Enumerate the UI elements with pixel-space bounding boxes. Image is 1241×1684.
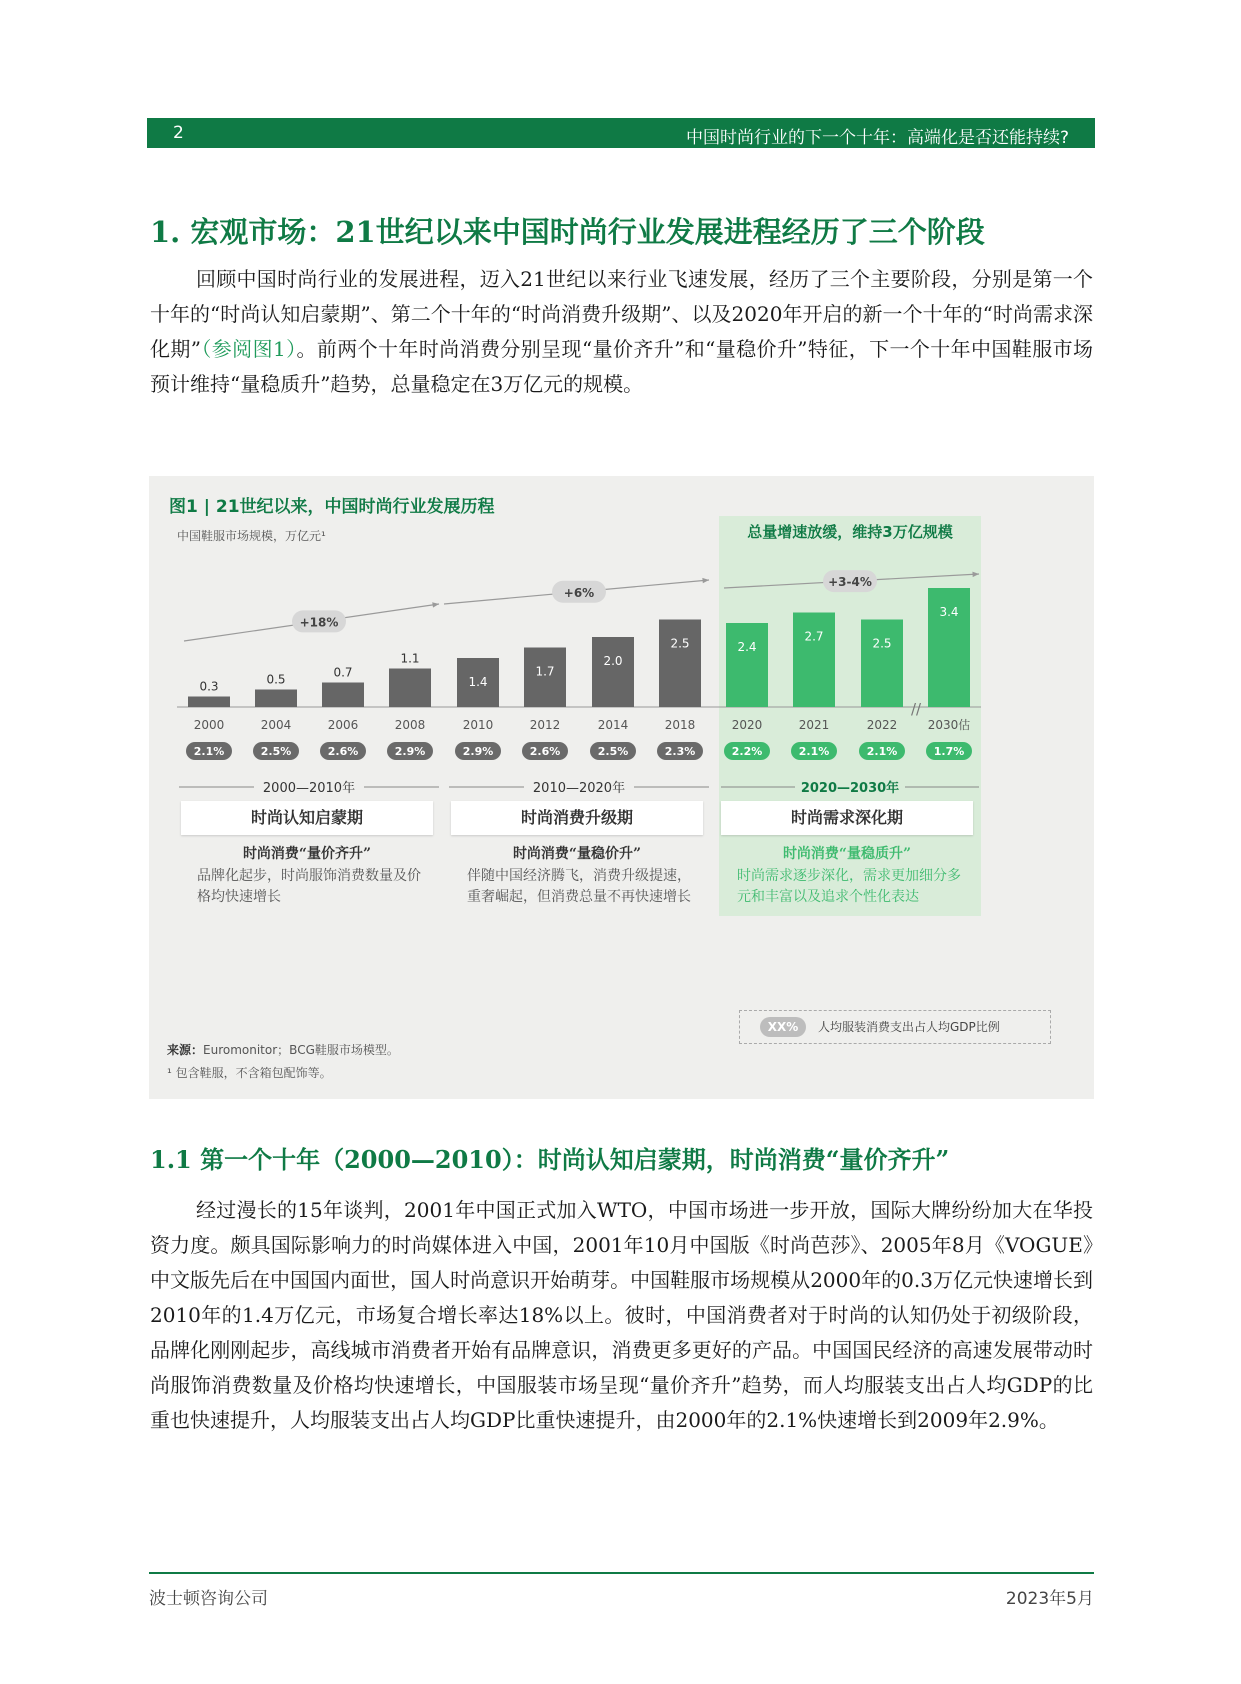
x-tick-label: 2014: [597, 718, 629, 732]
page-number: 2: [173, 123, 184, 143]
subsection-title: 1.1 第一个十年（2000—2010）：时尚认知启蒙期，时尚消费“量价齐升”: [150, 1145, 950, 1174]
figure-1: [149, 476, 1094, 1099]
x-tick-label: 2020: [731, 718, 763, 732]
legend-text: 人均服装消费支出占人均GDP比例: [818, 1020, 1000, 1034]
bar-value-label: 2.4: [737, 640, 757, 654]
growth-label: +3-4%: [828, 575, 872, 590]
x-tick-label: 2030估: [927, 718, 971, 732]
bar: [255, 690, 297, 708]
gdp-share-label: 2.9%: [394, 745, 426, 758]
intro-paragraph: [150, 262, 1093, 402]
phase-name: 时尚消费升级期: [451, 801, 703, 835]
source-note: [167, 1041, 399, 1058]
bar-value-label: 1.7: [535, 664, 555, 679]
figure-reference-link[interactable]: （参阅图1）: [201, 337, 297, 361]
footnote: ¹ 包含鞋服，不含箱包配饰等。: [167, 1066, 332, 1080]
footer-divider: [149, 1572, 1094, 1574]
section-title: 1. 宏观市场：21世纪以来中国时尚行业发展进程经历了三个阶段: [150, 215, 985, 249]
highlight-title: 总量增速放缓，维持3万亿规模: [747, 523, 953, 541]
gdp-share-label: 2.3%: [664, 745, 696, 758]
growth-arrow-head: [432, 602, 439, 607]
intro-text-2: 。前两个十年时尚消费分别呈现“量价齐升”和“量稳价升”特征，下一个十年中国鞋服市场预计维持“量稳质升”趋势，总量稳定在3万亿元的规模。: [150, 337, 1093, 396]
bar-value-label: 0.3: [199, 679, 219, 694]
bar: [322, 683, 364, 708]
gdp-share-label: 2.6%: [327, 745, 359, 758]
x-tick-label: 2018: [664, 718, 696, 732]
body-paragraph: 经过漫长的15年谈判，2001年中国正式加入WTO，中国市场进一步开放，国际大牌纷纷加大在华投资力度。颇具国际影响力的时尚媒体进入中国，2001年10月中国版《时尚芭莎》、2005年8月《VOGUE》中文版先后在中国国内面世，国人时尚意识开始萌芽。中国鞋服市场规模从2000年的0.3万亿元快速增长到2010年的1.4万亿元，市场复合增长率达18%以上。彼时，中国消费者对于时尚的认知仍处于初级阶段，品牌化刚刚起步，高线城市消费者开始有品牌意识，消费更多更好的产品。中国国民经济的高速发展带动时尚服饰消费数量及价格均快速增长，中国服装市场呈现“量价齐升”趋势，而人均服装支出占人均GDP的比重也快速提升，人均服装支出占人均GDP比重快速提升，由2000年的2.1%快速增长到2009年2.9%。: [150, 1198, 1093, 1432]
x-tick-label: 2006: [327, 718, 359, 732]
phase-name: 时尚认知启蒙期: [181, 801, 433, 835]
bar-value-label: 2.7: [804, 629, 824, 644]
x-tick-label: 2004: [260, 718, 292, 732]
figure-title: 图1 | 21世纪以来，中国时尚行业发展历程: [169, 497, 495, 517]
bar: [592, 637, 634, 707]
footer-company: 波士顿咨询公司: [149, 1589, 268, 1609]
phase-feature: 时尚消费“量价齐升”: [242, 846, 372, 862]
bar-value-label: 1.4: [468, 675, 488, 689]
x-tick-label: 2008: [394, 718, 426, 732]
axis-break: //: [910, 700, 922, 718]
phase-period-label: 2010—2020年: [532, 781, 626, 796]
bar-value-label: 1.1: [400, 651, 420, 666]
footer-date: 2023年5月: [1005, 1589, 1094, 1609]
legend-pill: XX%: [760, 1017, 806, 1037]
gdp-share-label: 2.1%: [798, 745, 830, 758]
gdp-share-label: 2.1%: [866, 745, 898, 758]
gdp-share-label: 2.1%: [193, 745, 225, 758]
bar-value-label: 0.7: [333, 665, 353, 680]
bar-value-label: 0.5: [266, 672, 286, 687]
x-tick-label: 2000: [193, 718, 225, 732]
phase-feature: 时尚消费“量稳质升”: [782, 846, 912, 862]
bar-value-label: 2.0: [603, 654, 623, 668]
source-label: 来源：: [167, 1043, 204, 1057]
phase-description: 时尚需求逐步深化，需求更加细分多元和丰富以及追求个性化表达: [737, 868, 961, 905]
phase-description: 品牌化起步，时尚服饰消费数量及价格均快速增长: [197, 868, 421, 905]
phase-period-label: 2000—2010年: [262, 781, 356, 796]
gdp-share-label: 2.6%: [529, 745, 561, 758]
source-text: Euromonitor；BCG鞋服市场模型。: [203, 1043, 399, 1057]
gdp-share-label: 2.5%: [597, 745, 629, 758]
phase-description: 伴随中国经济腾飞，消费升级提速，重奢崛起，但消费总量不再快速增长: [467, 868, 691, 905]
header-title: 中国时尚行业的下一个十年：高端化是否还能持续?: [685, 128, 1069, 148]
gdp-share-label: 2.2%: [731, 745, 763, 758]
bar: [188, 697, 230, 708]
bar: [389, 669, 431, 708]
intro-text-1: 回顾中国时尚行业的发展进程，迈入21世纪以来行业飞速发展，经历了三个主要阶段，分别是第一个十年的“时尚认知启蒙期”、第二个十年的“时尚消费升级期”、以及2020年开启的新一个十年的“时尚需求深化期”: [150, 267, 1093, 361]
y-axis-label: 中国鞋服市场规模，万亿元¹: [177, 529, 326, 543]
bar: [793, 613, 835, 708]
x-tick-label: 2021: [798, 718, 830, 732]
x-tick-label: 2010: [462, 718, 494, 732]
phase-name: 时尚需求深化期: [721, 801, 973, 835]
phase-feature: 时尚消费“量稳价升”: [512, 846, 642, 862]
header-bar: [147, 118, 1095, 148]
growth-label: +18%: [299, 615, 339, 630]
bar: [726, 623, 768, 707]
bar: [861, 620, 903, 708]
phase-period-label: 2020—2030年: [800, 781, 900, 796]
x-tick-label: 2012: [529, 718, 561, 732]
gdp-share-label: 2.5%: [260, 745, 292, 758]
growth-label: +6%: [563, 585, 595, 600]
bar-value-label: 2.5: [872, 636, 892, 651]
gdp-share-label: 1.7%: [933, 745, 965, 758]
x-tick-label: 2022: [866, 718, 898, 732]
bar-value-label: 2.5: [670, 636, 690, 651]
legend: [739, 1010, 1051, 1044]
gdp-share-label: 2.9%: [462, 745, 494, 758]
bar: [659, 620, 701, 708]
bar-value-label: 3.4: [939, 605, 959, 619]
